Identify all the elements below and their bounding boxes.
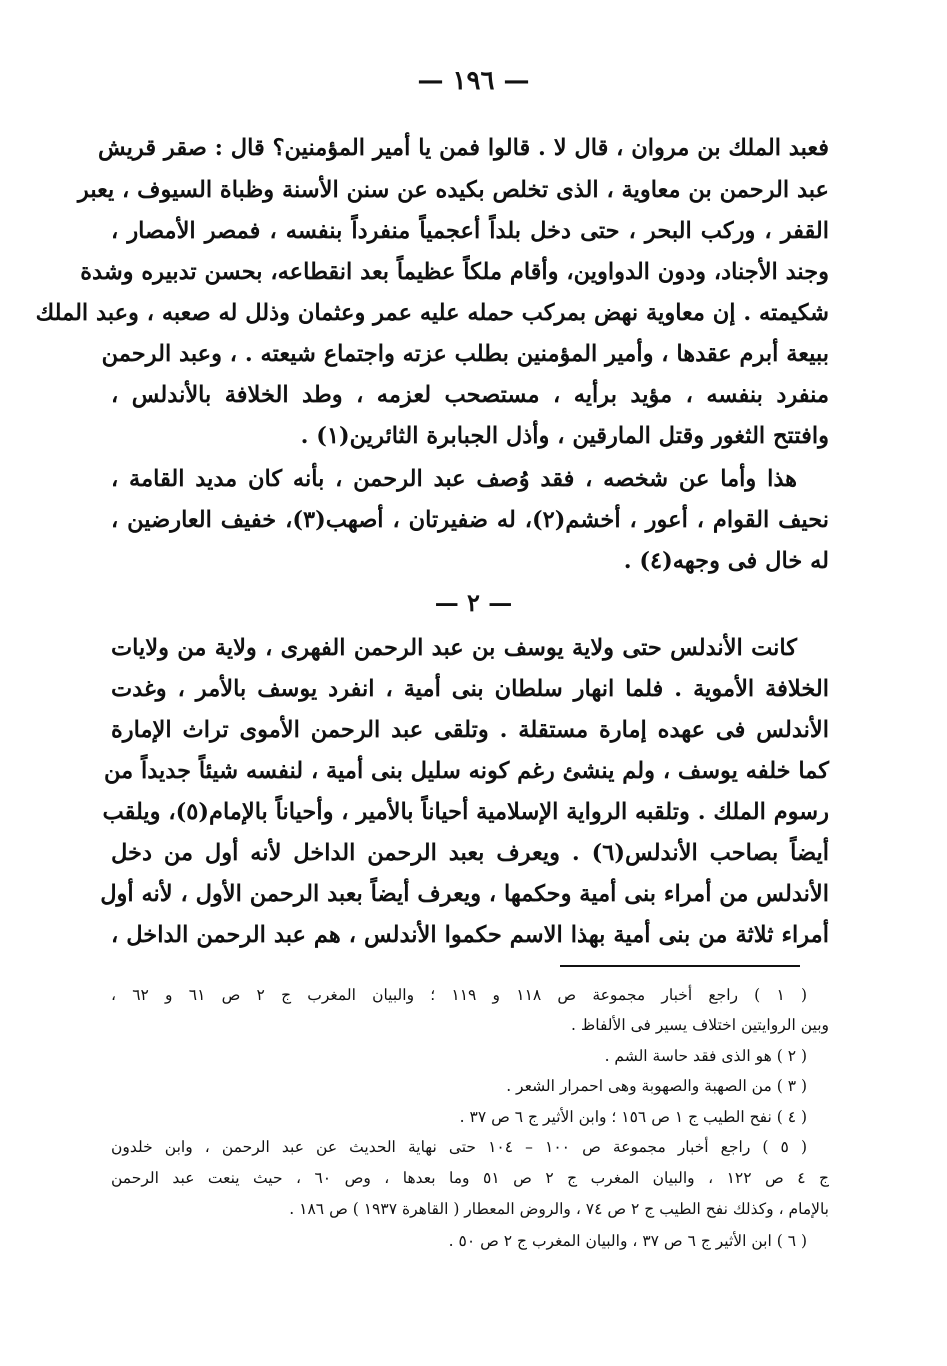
footnote-line: ( ٥ ) راجع أخبار مجموعة ص ١٠٠ – ١٠٤ حتى نهاية الحديث عن عبد الرحمن ، وابن خلدون bbox=[111, 1138, 807, 1156]
text-line: وافتتح الثغور وقتل المارقين ، وأذل الجبابرة الثائرين(١) . bbox=[300, 423, 829, 449]
footnote-line: ( ٢ ) هو الذى فقد حاسة الشم . bbox=[604, 1047, 807, 1065]
text-line: الأندلس فى عهده إمارة مستقلة . وتلقى عبد الرحمن الأموى تراث الإمارة bbox=[111, 717, 829, 743]
footnote-line: وبين الروايتين اختلاف يسير فى الألفاظ . bbox=[571, 1016, 829, 1034]
text-line: ببيعة أبرم عقدها ، وأمير المؤمنين بطلب عزته واجتماع شيعته . ، وعبد الرحمن bbox=[101, 341, 829, 367]
footnote-line: ( ٦ ) ابن الأثير ج ٦ ص ٣٧ ، والبيان المغرب ج ٢ ص ٥٠ . bbox=[448, 1232, 807, 1250]
text-line: له خال فى وجهه(٤) . bbox=[623, 548, 829, 574]
footnote-line: ( ٣ ) من الصهبة والصهوبة وهى احمرار الشعر . bbox=[506, 1077, 807, 1095]
text-line: أيضاً بصاحب الأندلس(٦) . ويعرف بعبد الرحمن الداخل لأنه أول من دخل bbox=[111, 840, 829, 866]
text-line: كانت الأندلس حتى ولاية يوسف بن عبد الرحمن الفهرى ، ولاية من ولايات bbox=[111, 635, 797, 661]
footnote-line: بالإمام ، وكذلك نفح الطيب ج ٢ ص ٧٤ ، والروض المعطار ( القاهرة ١٩٣٧ ) ص ١٨٦ . bbox=[289, 1200, 829, 1218]
footnote-line: ( ١ ) راجع أخبار مجموعة ص ١١٨ و ١١٩ ؛ والبيان المغرب ج ٢ ص ٦١ و ٦٢ ، bbox=[111, 986, 808, 1004]
section-number: — ٢ — bbox=[434, 588, 513, 617]
text-line: فعبد الملك بن مروان ، قال لا . قالوا فمن يا أمير المؤمنين؟ قال : صقر قريش bbox=[97, 135, 829, 161]
footnote-line: ( ٤ ) نفح الطيب ج ١ ص ١٥٦ ؛ وابن الأثير ج ٦ ص ٣٧ . bbox=[459, 1108, 807, 1126]
text-line: رسوم الملك . وتلقبه الرواية الإسلامية أحياناً بالأمير ، وأحياناً بالإمام(٥)، ويلقب bbox=[102, 799, 829, 825]
text-line: الأندلس من أمراء بنى أمية وحكمها ، ويعرف أيضاً بعبد الرحمن الأول ، لأنه أول bbox=[100, 881, 829, 907]
text-line: القفر ، وركب البحر ، حتى دخل بلداً أعجمياً منفرداً بنفسه ، فمصر الأمصار ، bbox=[111, 218, 829, 244]
page-number: — ١٩٦ — bbox=[417, 66, 530, 96]
text-line: نحيف القوام ، أعور ، أخشم(٢)، له ضفيرتان ، أصهب(٣)، خفيف العارضين ، bbox=[111, 507, 829, 533]
text-line: منفرد بنفسه ، مؤيد برأيه ، مستصحب لعزمه ، وطد الخلافة بالأندلس ، bbox=[111, 382, 829, 408]
footnote-divider bbox=[560, 965, 800, 967]
text-line: أمراء ثلاثة من بنى أمية بهذا الاسم حكموا الأندلس ، هم عبد الرحمن الداخل ، bbox=[111, 922, 829, 948]
text-line: شكيمته . إن معاوية نهض بمركب حمله عليه عمر وعثمان وذلل له صعبه ، وعبد الملك bbox=[35, 300, 829, 326]
text-line: كما خلفه يوسف ، ولم ينشئ رغم كونه سليل بنى أمية ، لنفسه شيئاً جديداً من bbox=[103, 758, 829, 784]
text-line: هذا وأما عن شخصه ، فقد وُصف عبد الرحمن ، بأنه كان مديد القامة ، bbox=[111, 466, 797, 492]
text-line: وجند الأجناد، ودون الدواوين، وأقام ملكاً عظيماً بعد انقطاعه، بحسن تدبيره وشدة bbox=[80, 259, 829, 285]
text-line: عبد الرحمن بن معاوية ، الذى تخلص بكيده عن سنن الأسنة وظباة السيوف ، يعبر bbox=[77, 177, 829, 203]
text-line: الخلافة الأموية . فلما انهار سلطان بنى أمية ، انفرد يوسف بالأمر ، وغدت bbox=[111, 676, 829, 702]
footnote-line: ج ٤ ص ١٢٢ ، والبيان المغرب ج ٢ ص ٥١ وما بعدها ، وص ٦٠ ، حيث ينعت عبد الرحمن bbox=[111, 1169, 830, 1187]
